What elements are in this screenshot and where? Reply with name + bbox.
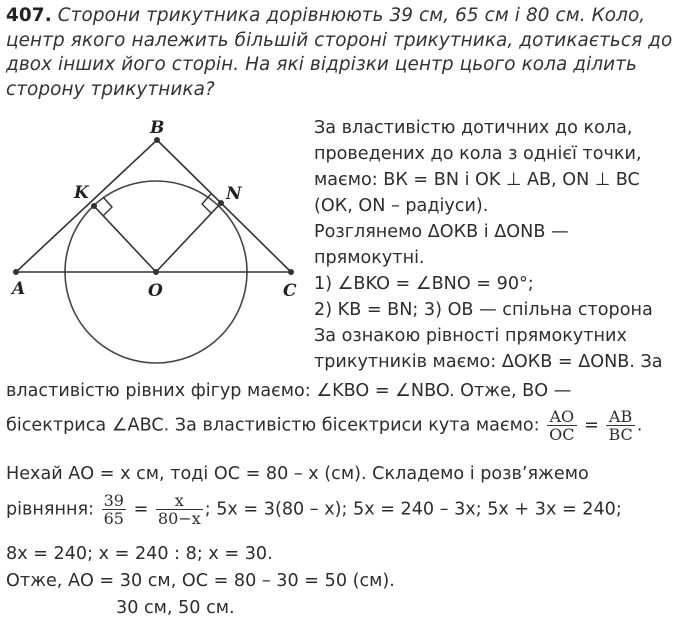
label-c: C (283, 281, 297, 301)
solution-line-8: 2) KB = BN; 3) OB — спільна сторона (314, 300, 653, 320)
fraction-denominator: 65 (103, 509, 124, 528)
solution-line-7: 1) ∠BKO = ∠BNO = 90°; (314, 274, 534, 294)
answer-line: 30 см, 50 см. (116, 598, 235, 618)
solution-line-13: Нехай АО = х см, тоді ОС = 80 – х (см). Складемо і розв’яжемо (6, 464, 589, 484)
right-angle-k (103, 197, 112, 216)
problem-number: 407. (6, 5, 52, 26)
equation-chain: ; 5x = 3(80 – x); 5x = 240 – 3x; 5x + 3x = 240; (204, 499, 622, 520)
fraction-ao-oc (547, 408, 576, 443)
solution-line-9: За ознакою рівності прямокутних (314, 326, 627, 346)
fraction-numerator: AB (606, 408, 634, 426)
solution-line-5: Розглянемо ΔОКВ і ΔONB — (314, 222, 569, 242)
fraction-denominator: 80−x (157, 509, 201, 528)
label-b: B (150, 118, 165, 138)
equation-label: рівняння: (6, 499, 95, 520)
solution-line-15: 8x = 240; x = 240 : 8; x = 30. (6, 544, 273, 564)
solution-line-3: маємо: ВК = BN і OK ⊥ AB, ON ⊥ BC (314, 170, 640, 190)
fraction-numerator: AO (547, 408, 576, 426)
point-o (153, 269, 159, 275)
point-n (218, 200, 224, 206)
solution-line-1: За властивістю дотичних до кола, (314, 118, 633, 138)
solution-line-16: Отже, АО = 30 см, ОС = 80 – 30 = 50 (см). (6, 571, 395, 591)
fraction-denominator: BC (608, 425, 633, 444)
point-k (91, 203, 97, 209)
problem-statement (6, 4, 692, 102)
solution-line-14 (6, 492, 622, 527)
side-bc (157, 140, 291, 272)
problem-text: Сторони трикутника дорівнюють 39 см, 65 см і 80 см. Коло, центр якого належить більшій стороні трикутника, дотикається до двох інших його сторін. На які відрізки центр цього кола ділить сторону трикутника? (6, 5, 673, 100)
point-c (288, 269, 294, 275)
solution-line-6: прямокутні. (314, 248, 425, 268)
period: . (636, 415, 643, 436)
point-a (13, 269, 19, 275)
solution-line-12 (6, 408, 642, 443)
equals-sign: = (584, 415, 599, 436)
triangle-figure (0, 112, 310, 392)
equals-sign: = (133, 499, 149, 520)
label-k: K (74, 183, 89, 203)
fraction-39-65 (102, 492, 126, 527)
solution-line-4: (ОК, ON – радіуси). (314, 196, 489, 216)
fraction-numerator: 39 (103, 491, 124, 510)
label-o: O (148, 281, 163, 301)
fraction-denominator: OC (549, 425, 575, 444)
label-n: N (226, 184, 242, 204)
solution-line-11: властивістю рівних фігур маємо: ∠KBO = ∠NBO. Отже, ВО — (6, 381, 572, 401)
bisector-text: бісектриса ∠ABC. За властивістю бісектриси кута маємо: (6, 415, 540, 436)
radius-on (156, 203, 221, 272)
side-ab (16, 140, 157, 272)
solution-line-10: трикутників маємо: ΔОКВ = ΔONB. За (314, 352, 663, 372)
fraction-ab-bc (606, 408, 634, 443)
label-a: A (12, 279, 26, 299)
fraction-numerator: x (156, 492, 203, 510)
solution-line-2: проведених до кола з однієї точки, (314, 144, 642, 164)
fraction-x-80-x (156, 492, 203, 527)
